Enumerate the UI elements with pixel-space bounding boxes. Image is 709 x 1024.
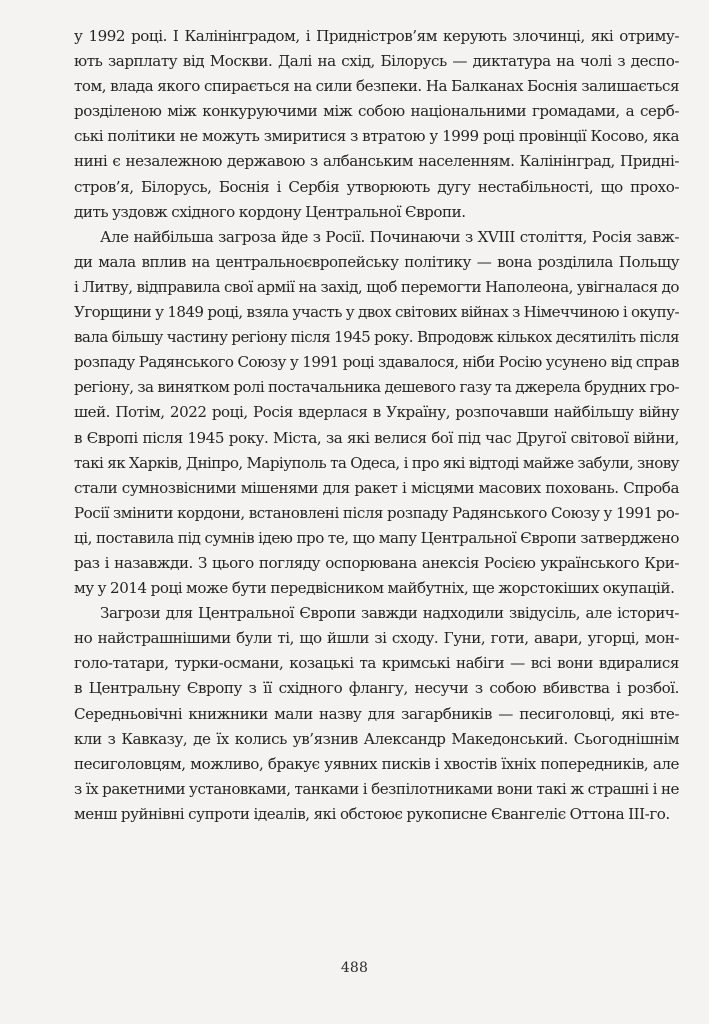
text-line: ють зарплату від Москви. Далі на схід, Білорусь — диктатура на чолі з деспо- [74,52,679,71]
text-line: ські політики не можуть змиритися з втратою у 1999 році провінції Косово, яка [74,127,679,146]
text-line: Угорщини у 1849 році, взяла участь у двох світових війнах з Німеччиною і окупу- [74,303,679,322]
text-line: вала більшу частину регіону після 1945 року. Впродовж кількох десятиліть після [74,328,679,347]
paragraph-2 [74,225,679,601]
page-number: 488 [340,960,369,976]
text-line: раз і назавжди. З цього погляду оспорювана анексія Росією українського Кри- [74,553,679,572]
text-line: му у 2014 році може бути передвісником майбутніх, ще жорстокіших окупацій. [74,579,675,598]
text-line: у 1992 році. І Калінінградом, і Придністров’ям керують злочинці, які отриму- [74,27,679,45]
text-line: стали сумнозвісними мішенями для ракет і місцями масових поховань. Спроба [74,478,679,497]
text-line: Росії змінити кордони, встановлені після розпаду Радянського Союзу у 1991 ро- [74,503,679,522]
text-line: з їх ракетними установками, танками і безпілотниками вони такі ж страшні і не [74,779,679,798]
text-line: шей. Потім, 2022 році, Росія вдерлася в Україну, розпочавши найбільшу війну [74,403,679,422]
text-line: песиголовцям, можливо, бракує уявних писків і хвостів їхніх попередників, але [74,754,679,773]
text-line: Середньовічні книжники мали назву для загарбників — песиголовці, які вте- [74,704,679,723]
text-line: Загрози для Центральної Європи завжди надходили звідусіль, але історич- [100,604,679,623]
paragraph-1 [74,24,679,225]
text-line: ці, поставила під сумнів ідею про те, що мапу Центральної Європи затверджено [74,528,679,547]
text-line: но найстрашнішими були ті, що йшли зі сходу. Гуни, готи, авари, угорці, мон- [74,629,679,648]
paragraph-3 [74,601,679,827]
text-line: дить уздовж східного кордону Центральної Європи. [74,202,466,221]
text-line: в Центральну Європу з її східного флангу, несучи з собою вбивства і розбої. [74,679,679,698]
text-line: такі як Харків, Дніпро, Маріуполь та Одеса, і про які відтоді майже забули, знову [74,453,679,472]
text-line: нині є незалежною державою з албанським населенням. Калінінград, Придні- [74,152,679,171]
text-line: розділеною між конкуруючими між собою національними громадами, а серб- [74,102,679,121]
text-line: стров’я, Білорусь, Боснія і Сербія утворюють дугу нестабільності, що прохо- [74,177,679,196]
text-line: в Європі після 1945 року. Міста, за які велися бої під час Другої світової війни, [74,428,679,447]
text-line: том, влада якого спирається на сили безпеки. На Балканах Боснія залишається [74,77,679,96]
text-line: ди мала вплив на центральноєвропейську політику — вона розділила Польщу [74,252,679,271]
text-line: кли з Кавказу, де їх колись ув’язнив Александр Македонський. Сьогоднішнім [74,729,679,748]
text-line: голо-татари, турки-османи, козацькі та кримські набіги — всі вони вдиралися [74,654,679,673]
text-line: регіону, за винятком ролі постачальника дешевого газу та джерела брудних гро- [74,378,679,397]
body-text [74,24,679,827]
text-line: розпаду Радянського Союзу у 1991 році здавалося, ніби Росію усунено від справ [74,353,679,372]
text-line: і Литву, відправила свої армії на захід, щоб перемогти Наполеона, увігналася до [74,277,679,296]
text-line: менш руйнівні супроти ідеалів, які обстоює рукописне Євангеліє Оттона III-го. [74,804,670,823]
text-line: Але найбільша загроза йде з Росії. Починаючи з XVIII століття, Росія завж- [100,227,679,246]
